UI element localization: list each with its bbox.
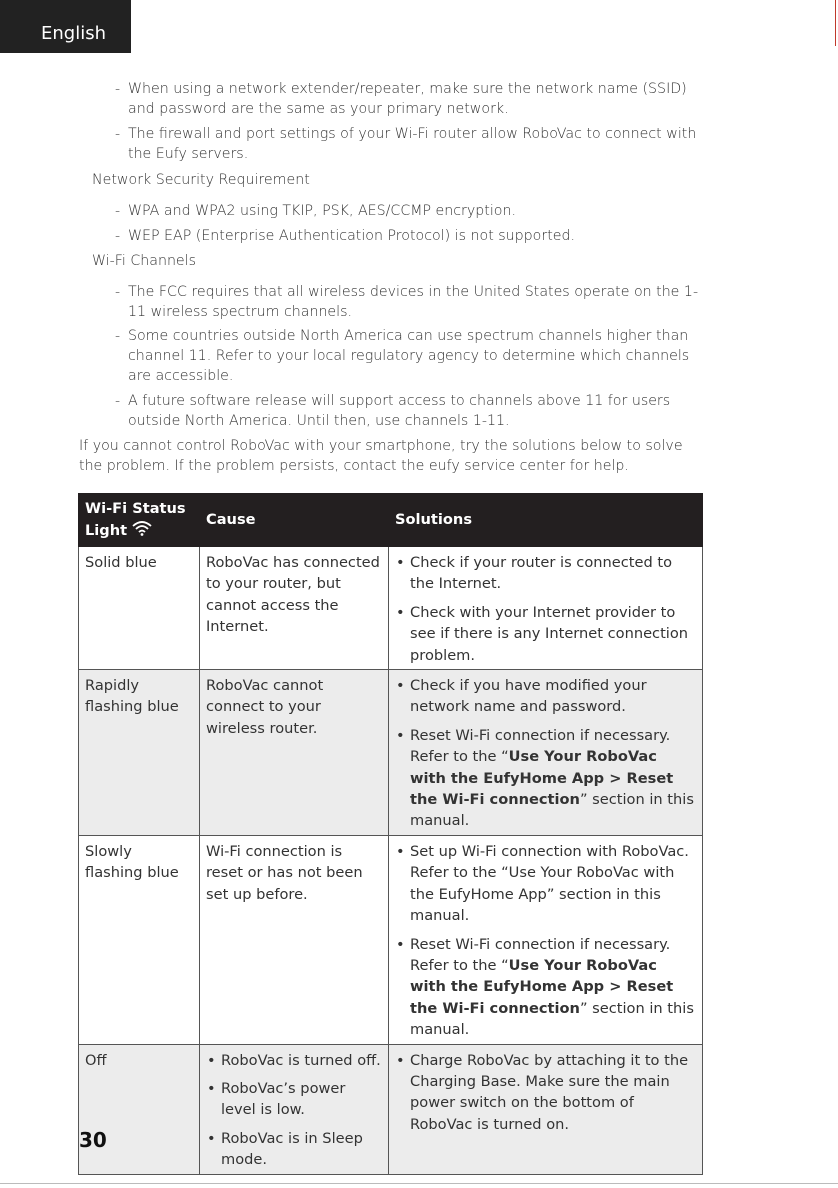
- solution-item: • Reset Wi-Fi connection if necessary. Refer to the “Use Your RoboVac with the EufyHome App > Reset the Wi-Fi connection” section in this manual.: [395, 725, 696, 832]
- language-label: English: [41, 23, 106, 44]
- cause-item: • RoboVac’s power level is low.: [206, 1078, 382, 1121]
- solutions-cell: [389, 835, 703, 1044]
- solution-item: • Check if your router is connected to the Internet.: [395, 552, 696, 595]
- intro-paragraph: If you cannot control RoboVac with your smartphone, try the solutions below to solve the problem. If the problem persists, contact the eufy service center for help.: [79, 438, 683, 474]
- cause-cell: [200, 1044, 389, 1174]
- language-tab: [0, 0, 131, 53]
- security-heading: Network Security Requirement: [92, 172, 310, 188]
- section-reference: Use Your RoboVac with the EufyHome App > Reset the Wi-Fi connection: [410, 956, 674, 1017]
- list-item: - WPA and WPA2 using TKIP, PSK, AES/CCMP encryption.: [115, 201, 705, 221]
- solution-item: • Check with your Internet provider to see if there is any Internet connection problem.: [395, 602, 696, 666]
- cause-cell: RoboVac has connected to your router, but cannot access the Internet.: [200, 547, 389, 670]
- list-item-text: The FCC requires that all wireless devices in the United States operate on the 1-11 wireless spectrum channels.: [128, 284, 699, 320]
- solution-item: • Set up Wi-Fi connection with RoboVac. Refer to the “Use Your RoboVac with the EufyHome App” section in this manual.: [395, 841, 696, 927]
- solution-item: • Reset Wi-Fi connection if necessary. Refer to the “Use Your RoboVac with the EufyHome App > Reset the Wi-Fi connection” section in this manual.: [395, 934, 696, 1041]
- column-header-solutions: Solutions: [389, 494, 703, 547]
- solutions-cell: [389, 1044, 703, 1174]
- list-item-text: When using a network extender/repeater, make sure the network name (SSID) and password are the same as your primary network.: [128, 81, 687, 117]
- cause-cell: RoboVac cannot connect to your wireless router.: [200, 670, 389, 836]
- status-cell: Solid blue: [79, 547, 200, 670]
- list-item: - WEP EAP (Enterprise Authentication Protocol) is not supported.: [115, 226, 705, 246]
- list-item-text: WEP EAP (Enterprise Authentication Protocol) is not supported.: [128, 228, 575, 244]
- column-header-status: Wi-Fi Status Light: [79, 494, 200, 547]
- page-number: 30: [79, 1128, 107, 1152]
- table-row: [79, 835, 703, 1044]
- status-cell: Rapidly flashing blue: [79, 670, 200, 836]
- column-header-cause: Cause: [200, 494, 389, 547]
- list-item: - The firewall and port settings of your Wi-Fi router allow RoboVac to connect with the Eufy servers.: [115, 124, 705, 164]
- table-row: [79, 547, 703, 670]
- footer-rule: [0, 1183, 838, 1184]
- status-cell: Slowly flashing blue: [79, 835, 200, 1044]
- list-item-text: WPA and WPA2 using TKIP, PSK, AES/CCMP encryption.: [128, 203, 516, 219]
- table-row: [79, 1044, 703, 1174]
- list-item: - A future software release will support access to channels above 11 for users outside North America. Until then, use channels 1-11.: [115, 391, 705, 431]
- list-item: - When using a network extender/repeater, make sure the network name (SSID) and password are the same as your primary network.: [115, 79, 705, 119]
- cause-item: • RoboVac is in Sleep mode.: [206, 1128, 382, 1171]
- list-item: - The FCC requires that all wireless devices in the United States operate on the 1-11 wireless spectrum channels.: [115, 282, 705, 322]
- table-row: [79, 670, 703, 836]
- list-item-text: The firewall and port settings of your Wi-Fi router allow RoboVac to connect with the Eufy servers.: [128, 126, 697, 162]
- status-cell: Off: [79, 1044, 200, 1174]
- list-item: - Some countries outside North America can use spectrum channels higher than channel 11. Refer to your local regulatory agency to determine which channels are accessible.: [115, 326, 705, 386]
- list-item-text: A future software release will support access to channels above 11 for users outside North America. Until then, use channels 1-11.: [128, 393, 671, 429]
- solutions-cell: [389, 670, 703, 836]
- solution-item: • Check if you have modified your network name and password.: [395, 675, 696, 718]
- solution-item: • Charge RoboVac by attaching it to the Charging Base. Make sure the main power switch on the bottom of RoboVac is turned on.: [395, 1050, 696, 1136]
- wifi-icon: [131, 520, 153, 542]
- section-reference: Use Your RoboVac with the EufyHome App > Reset the Wi-Fi connection: [410, 748, 674, 809]
- channels-heading: Wi-Fi Channels: [92, 253, 196, 269]
- cause-cell: Wi-Fi connection is reset or has not been set up before.: [200, 835, 389, 1044]
- table-header-row: [79, 494, 703, 547]
- right-edge-marker: [835, 0, 836, 46]
- cause-item: • RoboVac is turned off.: [206, 1050, 382, 1071]
- solutions-cell: [389, 547, 703, 670]
- list-item-text: Some countries outside North America can use spectrum channels higher than channel 11. Refer to your local regulatory agency to determine which channels are accessible.: [128, 328, 690, 384]
- troubleshooting-table: [78, 493, 703, 1175]
